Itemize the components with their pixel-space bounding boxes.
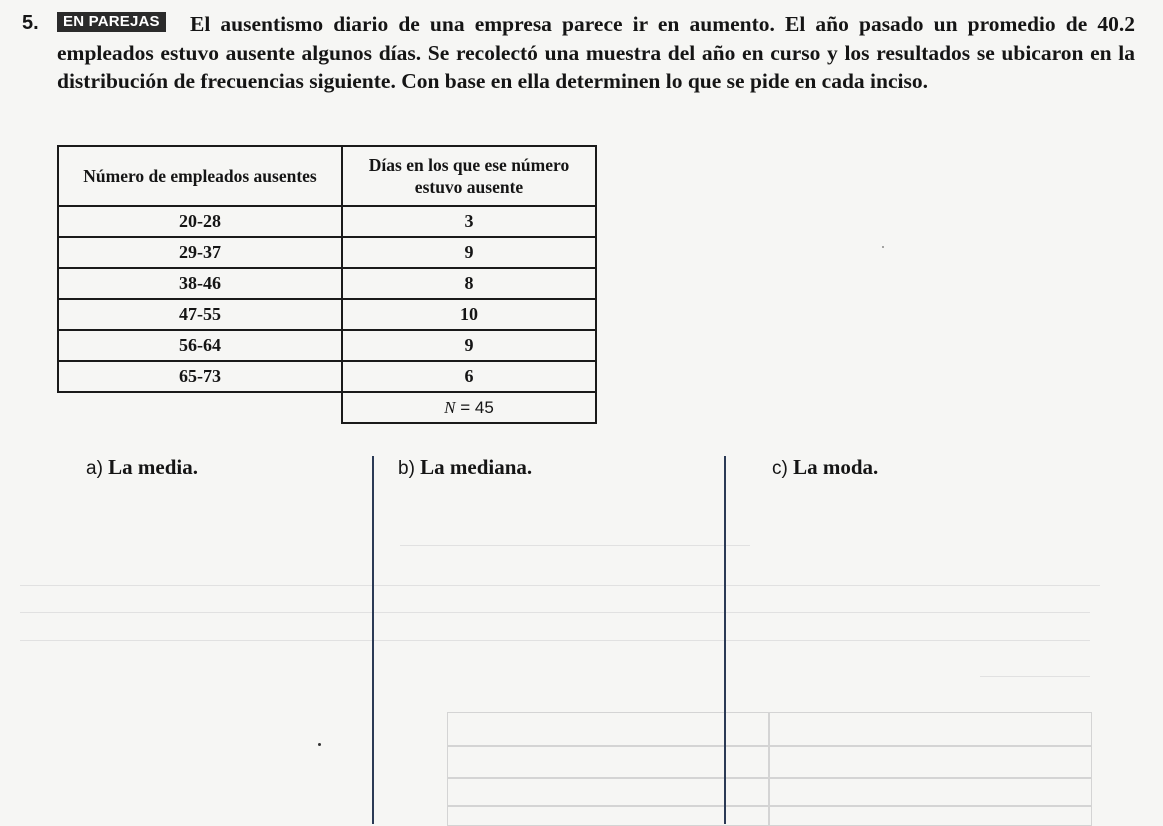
question-letter: b): [398, 458, 415, 479]
question-text: La mediana.: [420, 455, 533, 479]
table-row: [58, 206, 596, 237]
problem-number: 5.: [22, 12, 39, 34]
cell-range: 20-28: [58, 206, 342, 237]
column-header-employees: Número de empleados ausentes: [58, 146, 342, 206]
column-header-days: Días en los que ese número estuvo ausente: [342, 146, 596, 206]
table-total-row: [58, 392, 596, 423]
table-row: [58, 361, 596, 392]
cell-days: 9: [342, 330, 596, 361]
problem-statement: El ausentismo diario de una empresa parece ir en aumento. El año pasado un promedio de 40.2 empleados estuvo ausente algunos días. Se recolectó una muestra del año en curso y los resultados se ubicaron en la distribución de frecuencias siguiente. Con base en ella determinen lo que se pide en cada inciso.: [57, 12, 1135, 93]
question-c: [772, 454, 878, 482]
cell-range: 65-73: [58, 361, 342, 392]
cell-days: 6: [342, 361, 596, 392]
cell-days: 9: [342, 237, 596, 268]
column-divider: [372, 456, 374, 824]
question-text: La media.: [108, 455, 198, 479]
table-row: [58, 268, 596, 299]
bleed-through-line: [980, 676, 1090, 677]
pairs-badge: EN PAREJAS: [57, 12, 166, 32]
bleed-through-line: [20, 612, 1090, 613]
table-header-row: [58, 146, 596, 206]
ink-dot: [318, 743, 321, 746]
bleed-through-line: [400, 545, 750, 546]
total-symbol: N: [444, 397, 456, 417]
table-row: [58, 237, 596, 268]
bleed-through-line: [20, 585, 1100, 586]
bleed-through-line: [20, 640, 1090, 641]
ink-dot: [882, 246, 884, 248]
question-a: [86, 454, 198, 482]
question-text: La moda.: [793, 455, 879, 479]
question-letter: c): [772, 458, 788, 479]
bleed-through-table: [768, 712, 770, 826]
cell-range: 38-46: [58, 268, 342, 299]
question-letter: a): [86, 458, 103, 479]
cell-range: 29-37: [58, 237, 342, 268]
cell-range: 47-55: [58, 299, 342, 330]
cell-days: 8: [342, 268, 596, 299]
cell-days: 10: [342, 299, 596, 330]
column-divider: [724, 456, 726, 824]
total-cell: [342, 392, 596, 423]
cell-range: 56-64: [58, 330, 342, 361]
empty-cell: [58, 392, 342, 423]
table-row: [58, 299, 596, 330]
frequency-table: [57, 145, 597, 424]
cell-days: 3: [342, 206, 596, 237]
table-row: [58, 330, 596, 361]
question-b: [398, 454, 532, 482]
total-value: = 45: [460, 397, 494, 417]
